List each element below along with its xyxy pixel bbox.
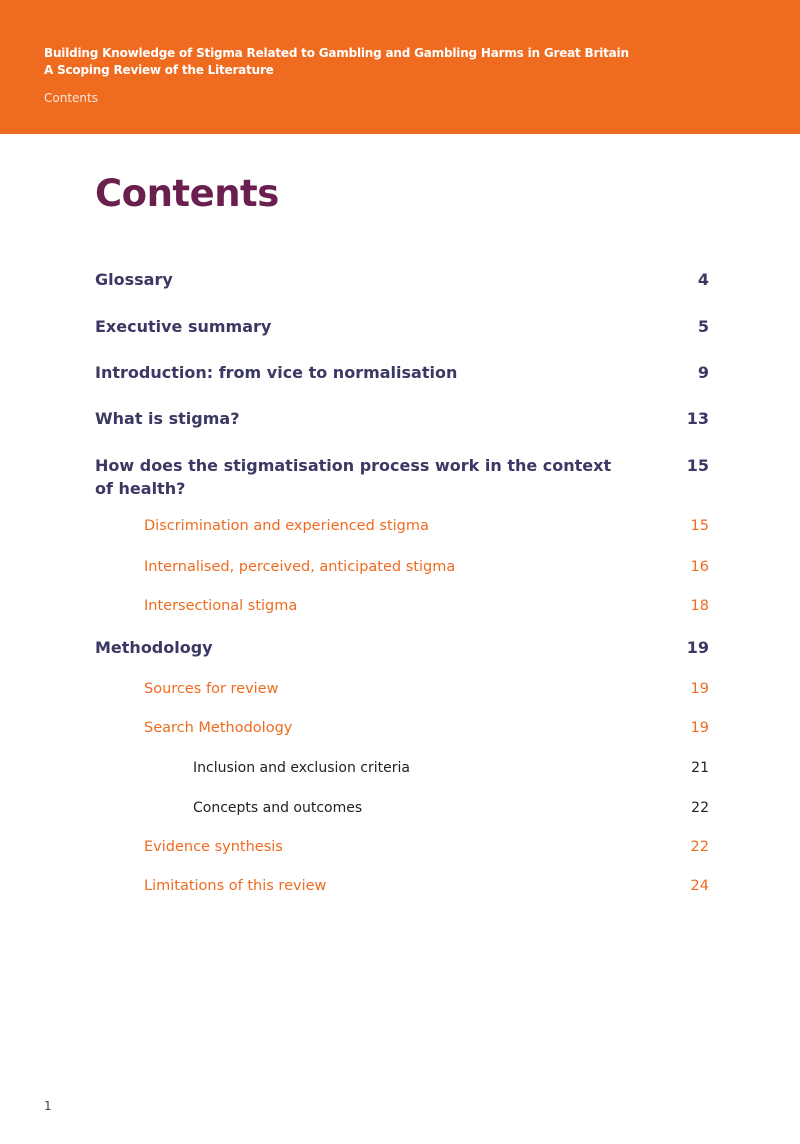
toc-entry-label: Methodology (95, 638, 213, 657)
section-label: Contents (44, 91, 98, 105)
toc-entry-page: 19 (690, 720, 709, 736)
toc-entry-label: Limitations of this review (144, 878, 327, 894)
toc-entry-label: Evidence synthesis (144, 839, 283, 855)
toc-entry-page: 24 (690, 878, 709, 894)
toc-entry-page: 18 (690, 598, 709, 614)
page-number: 1 (44, 1099, 52, 1113)
toc-entry-page: 15 (690, 518, 709, 534)
toc-entry-label: How does the stigmatisation process work in the context of health? (95, 456, 612, 498)
toc-entry-page: 16 (690, 559, 709, 575)
toc-entry-label: Search Methodology (144, 720, 293, 736)
toc-entry-page: 22 (690, 839, 709, 855)
toc-entry-page: 5 (697, 317, 709, 336)
toc-entry-page: 21 (691, 760, 709, 776)
toc-entry-page: 19 (686, 638, 709, 657)
document-title-line-1: Building Knowledge of Stigma Related to Gambling and Gambling Harms in Great Britain (44, 46, 629, 60)
document-title-line-2: A Scoping Review of the Literature (44, 63, 274, 77)
toc-entry-page: 13 (686, 409, 709, 428)
toc-entry-label: Executive summary (95, 317, 272, 336)
toc-entry-label: Internalised, perceived, anticipated stigma (144, 559, 456, 575)
toc-entry-label: Glossary (95, 270, 173, 289)
toc-entry-page: 4 (697, 270, 709, 289)
toc-entry-label: Concepts and outcomes (193, 800, 363, 816)
toc-entry-page: 22 (691, 800, 709, 816)
toc-entry-page: 19 (690, 681, 709, 697)
toc-entry-label: Sources for review (144, 681, 279, 697)
toc-entry-page: 9 (697, 363, 709, 382)
toc-entry-label: Inclusion and exclusion criteria (193, 760, 410, 776)
toc-entry-page: 15 (686, 456, 709, 475)
page-title: Contents (95, 172, 279, 215)
toc-entry-label: What is stigma? (95, 409, 240, 428)
toc-entry-label: Intersectional stigma (144, 598, 298, 614)
toc-entry-label: Discrimination and experienced stigma (144, 518, 429, 534)
toc-entry-label: Introduction: from vice to normalisation (95, 363, 458, 382)
